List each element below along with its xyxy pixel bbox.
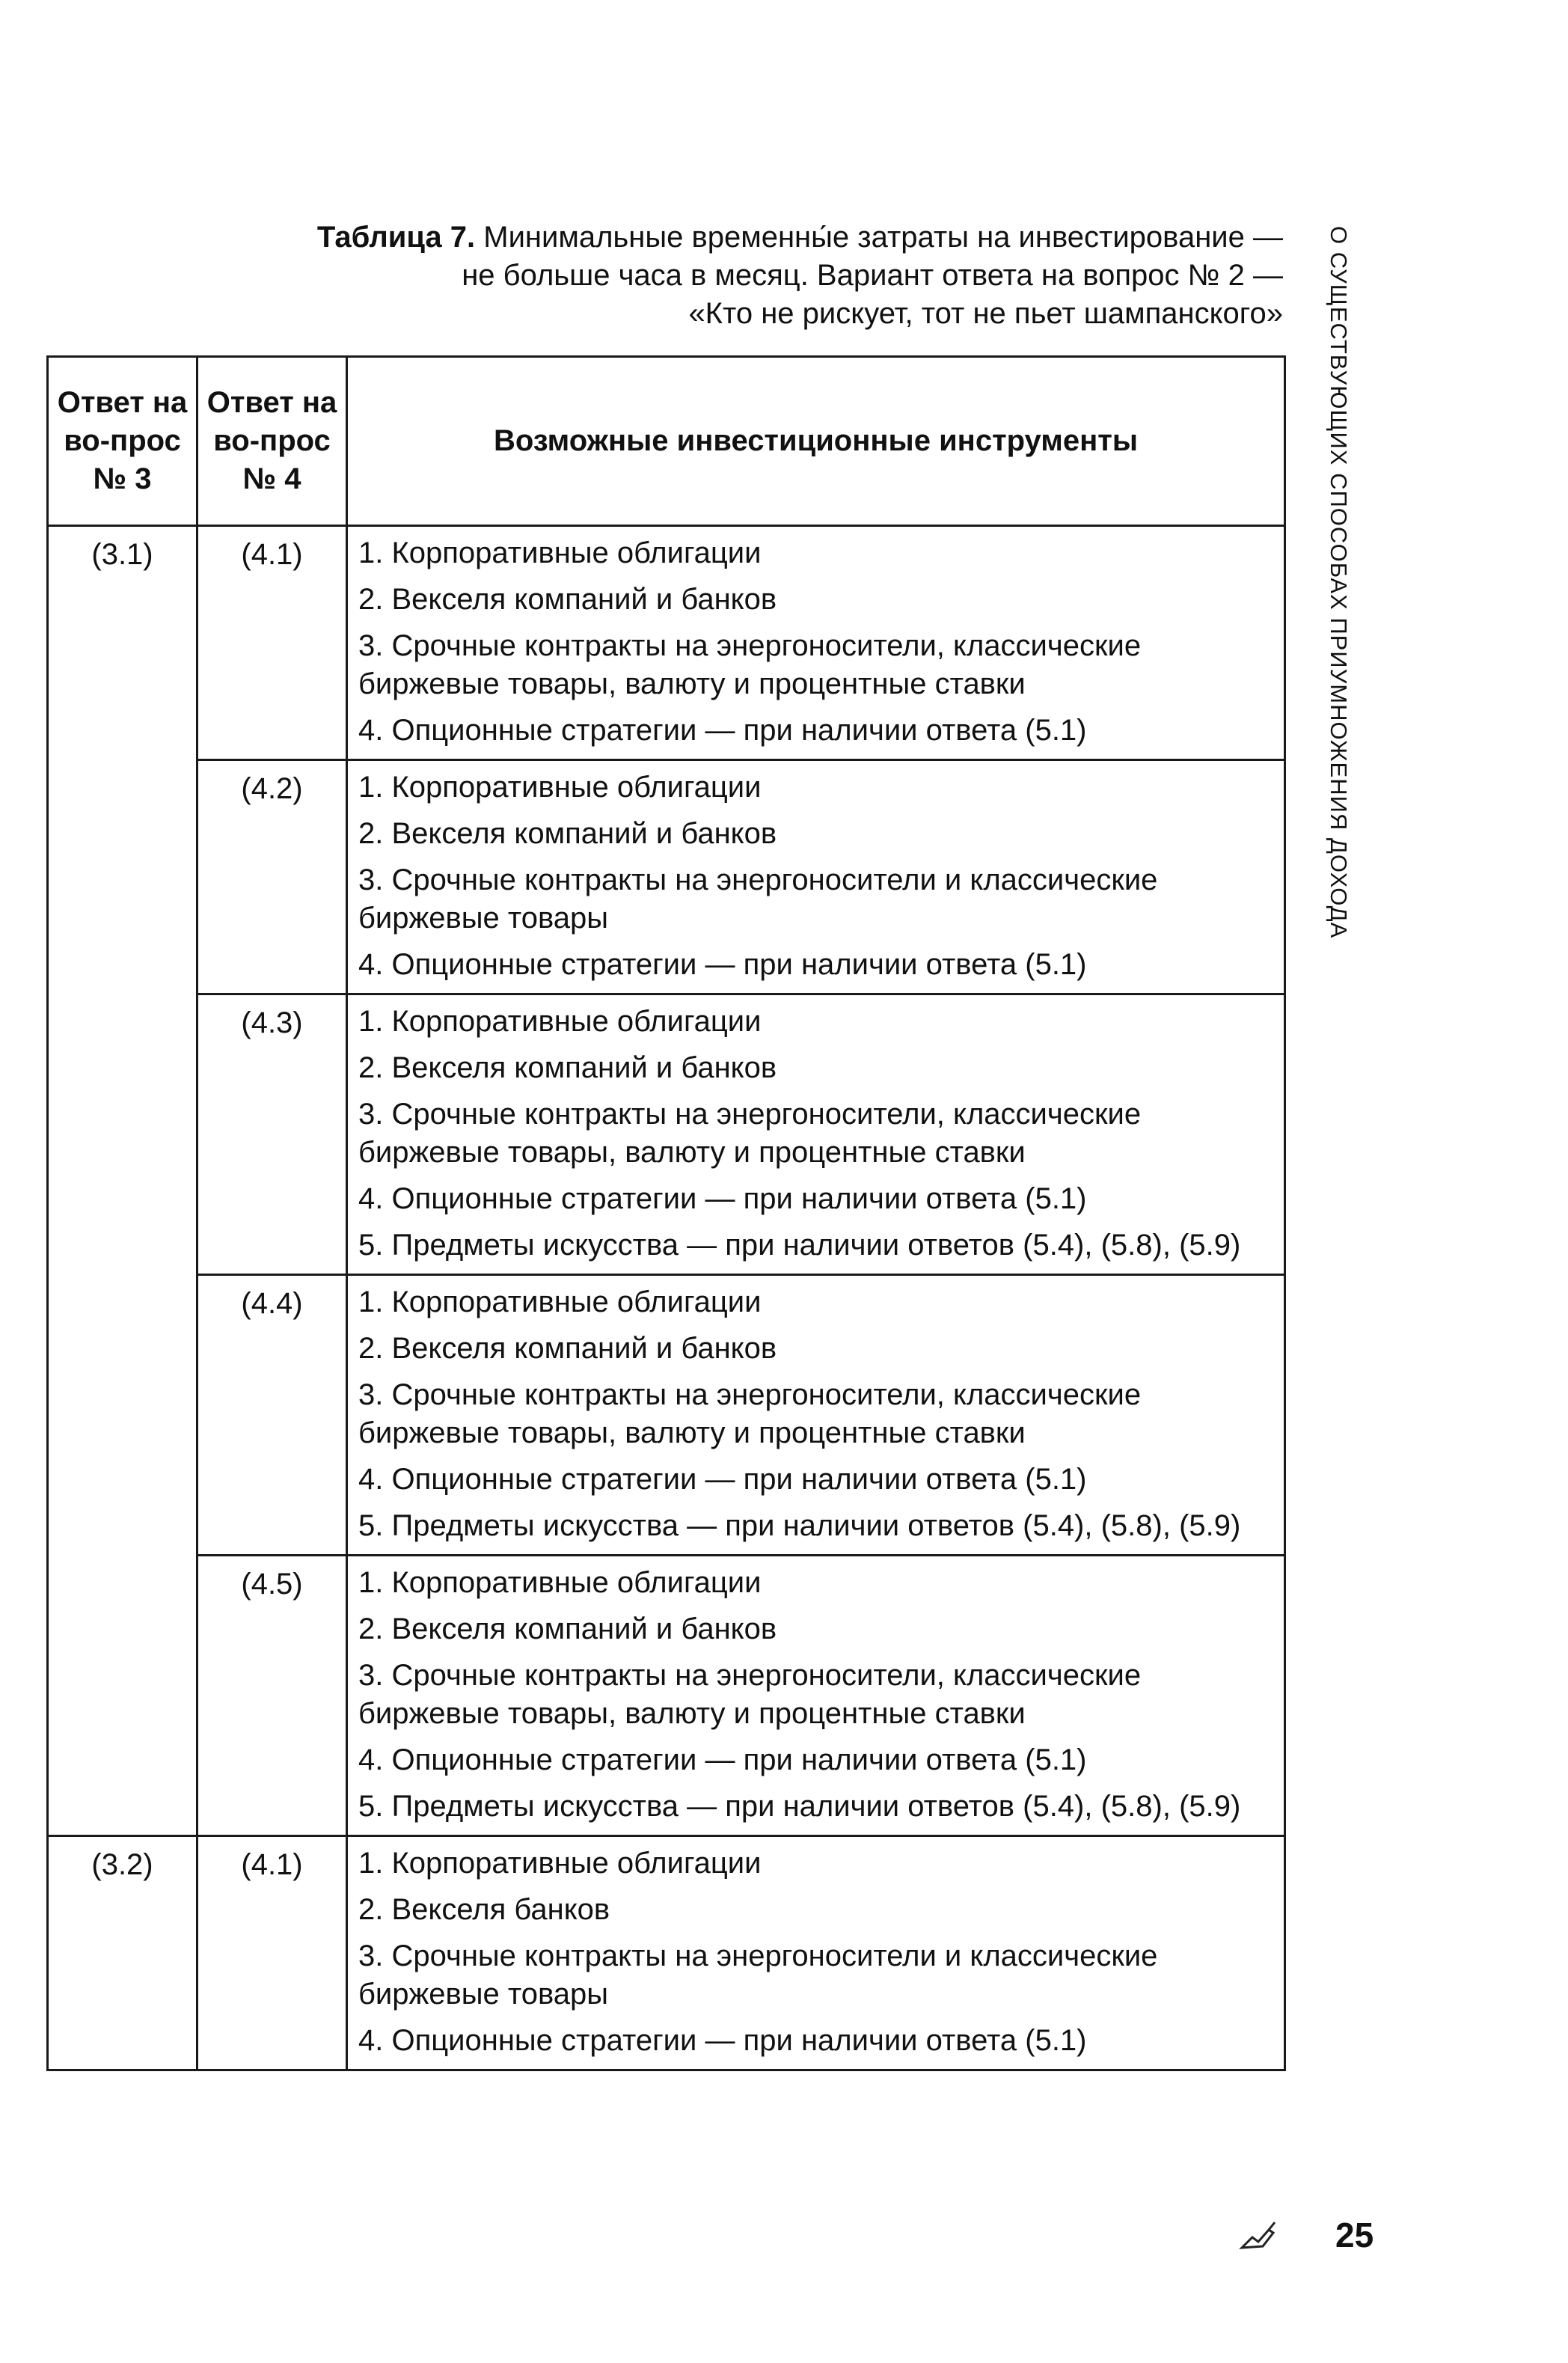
table-header-row (48, 357, 1285, 526)
answer-q4-cell: (4.4) (197, 1275, 347, 1556)
instrument-item: 5. Предметы искусства — при наличии ответов (5.4), (5.8), (5.9) (358, 1229, 1241, 1262)
instrument-item: 4. Опционные стратегии — при наличии ответа (5.1) (358, 948, 1087, 981)
header-q3: Ответ на во-прос № 3 (48, 357, 197, 526)
instrument-item: 3. Срочные контракты на энергоносители, классические биржевые товары, валюту и процентные ставки (358, 1378, 1142, 1449)
instrument-item: 2. Векселя компаний и банков (358, 1332, 777, 1365)
instrument-item: 1. Корпоративные облигации (358, 771, 762, 804)
table-caption (153, 218, 1283, 333)
caption-line-3: «Кто не рискует, тот не пьет шампанского» (688, 297, 1283, 330)
instrument-item: 4. Опционные стратегии — при наличии ответа (5.1) (358, 1463, 1087, 1496)
instrument-item: 1. Корпоративные облигации (358, 1566, 762, 1599)
instrument-item: 3. Срочные контракты на энергоносители, классические биржевые товары, валюту и процентные ставки (358, 1098, 1142, 1169)
answer-q3-cell: (3.1) (48, 526, 197, 1836)
instrument-item: 3. Срочные контракты на энергоносители, классические биржевые товары, валюту и процентные ставки (358, 629, 1142, 700)
instrument-item: 3. Срочные контракты на энергоносители, классические биржевые товары, валюту и процентные ставки (358, 1659, 1142, 1730)
instrument-item: 1. Корпоративные облигации (358, 537, 762, 569)
instruments-cell (347, 1556, 1285, 1836)
table-body (48, 526, 1285, 2070)
instruments-cell (347, 1275, 1285, 1556)
instrument-item: 1. Корпоративные облигации (358, 1005, 762, 1038)
instrument-item: 2. Векселя компаний и банков (358, 817, 777, 850)
instrument-item: 1. Корпоративные облигации (358, 1286, 762, 1318)
instrument-item: 2. Векселя компаний и банков (358, 583, 777, 616)
answer-q4-cell: (4.2) (197, 760, 347, 994)
answer-q4-cell: (4.1) (197, 526, 347, 760)
table-row (48, 1275, 1285, 1556)
answer-q4-cell: (4.5) (197, 1556, 347, 1836)
caption-line-2: не больше часа в месяц. Вариант ответа на вопрос № 2 — (462, 259, 1283, 292)
investment-table (46, 355, 1286, 2071)
table-row (48, 994, 1285, 1275)
instrument-item: 2. Векселя банков (358, 1893, 610, 1926)
caption-line-1: Минимальные временны́е затраты на инвестирование — (483, 221, 1283, 254)
running-head: О СУЩЕСТВУЮЩИХ СПОСОБАХ ПРИУМНОЖЕНИЯ ДОХОДА (1326, 226, 1352, 939)
instrument-item: 1. Корпоративные облигации (358, 1847, 762, 1880)
page-number: 25 (1335, 2216, 1374, 2255)
instrument-item: 4. Опционные стратегии — при наличии ответа (5.1) (358, 714, 1087, 747)
instrument-item: 4. Опционные стратегии — при наличии ответа (5.1) (358, 1743, 1087, 1776)
instrument-item: 4. Опционные стратегии — при наличии ответа (5.1) (358, 1182, 1087, 1215)
table-row (48, 760, 1285, 994)
instrument-item: 3. Срочные контракты на энергоносители и классические биржевые товары (358, 863, 1158, 935)
instrument-item: 2. Векселя компаний и банков (358, 1612, 777, 1645)
answer-q4-cell: (4.1) (197, 1836, 347, 2070)
instruments-cell (347, 1836, 1285, 2070)
instrument-item: 3. Срочные контракты на энергоносители и классические биржевые товары (358, 1939, 1158, 2011)
answer-q3-cell: (3.2) (48, 1836, 197, 2070)
instruments-cell (347, 994, 1285, 1275)
pointing-hand-icon (1236, 2215, 1281, 2260)
table-row (48, 1836, 1285, 2070)
table-row (48, 1556, 1285, 1836)
table-row (48, 526, 1285, 760)
answer-q4-cell: (4.3) (197, 994, 347, 1275)
header-instruments: Возможные инвестиционные инструменты (347, 357, 1285, 526)
instruments-cell (347, 760, 1285, 994)
instrument-item: 5. Предметы искусства — при наличии ответов (5.4), (5.8), (5.9) (358, 1790, 1241, 1823)
instrument-item: 4. Опционные стратегии — при наличии ответа (5.1) (358, 2024, 1087, 2057)
instruments-cell (347, 526, 1285, 760)
instrument-item: 2. Векселя компаний и банков (358, 1051, 777, 1084)
header-q4: Ответ на во-прос № 4 (197, 357, 347, 526)
instrument-item: 5. Предметы искусства — при наличии ответов (5.4), (5.8), (5.9) (358, 1509, 1241, 1542)
caption-prefix: Таблица 7. (316, 221, 476, 254)
